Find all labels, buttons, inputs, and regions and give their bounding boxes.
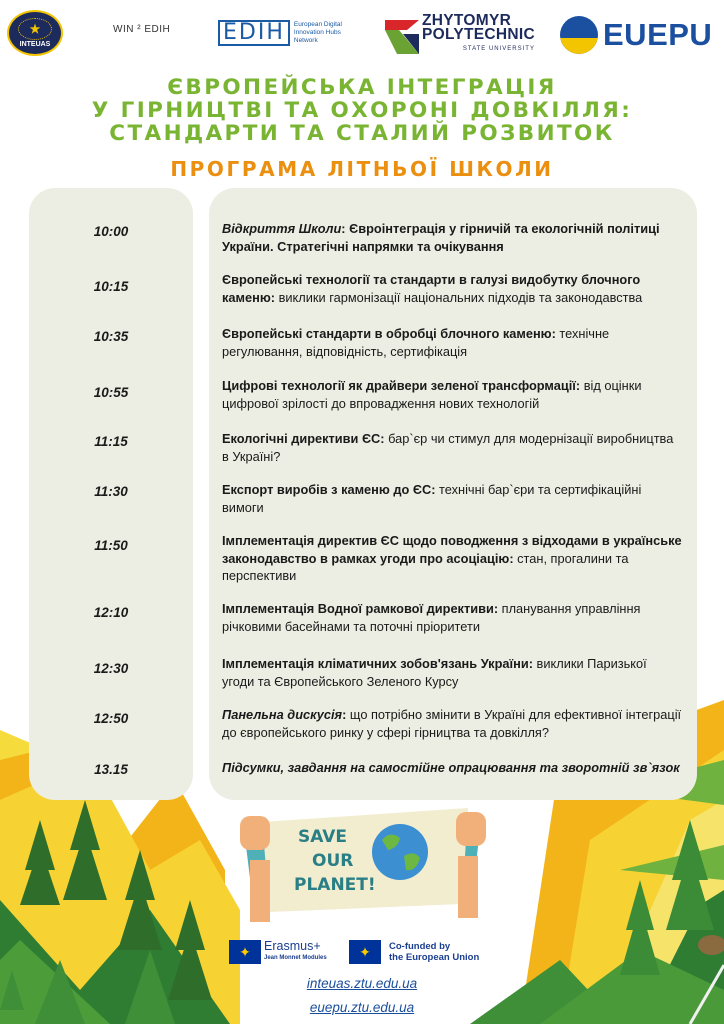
eu-stars-icon: ★: [18, 18, 52, 40]
page-subtitle: ПРОГРАМА ЛІТНЬОЇ ШКОЛИ: [170, 157, 554, 181]
cofund-line-1: Co-funded by: [389, 941, 451, 952]
zt-emblem-icon: [385, 16, 419, 54]
topic-lead: Імплементація кліматичних зобов'язань України:: [222, 656, 533, 671]
topic-description: Євроінтеграція у гірничій та екологічній політиці України. Стратегічні напрямки та очікування: [222, 221, 660, 254]
topic-separator: :: [342, 707, 347, 722]
topic-description: технічні бар`єри та сертифікаційні вимоги: [222, 482, 642, 515]
topic-lead: Імплементація директив ЄС щодо поводження з відходами в українське законодавство в рамках угоди про асоціацію:: [222, 533, 682, 566]
edih-mark: EDIH: [218, 20, 290, 46]
schedule-topic: [222, 220, 682, 255]
topic-lead: Відкриття Школи: [222, 221, 342, 236]
edih-network-logo: [218, 20, 358, 46]
topic-description: виклики гармонізації національних підходів та законодавства: [275, 289, 643, 305]
topic-description: технічне регулювання, відповідність, сертифікація: [222, 326, 610, 359]
schedule-topic: [222, 271, 682, 306]
schedule-topic: [222, 325, 682, 360]
schedule-topic: [222, 655, 682, 690]
topic-lead: Експорт виробів з каменю до ЄС:: [222, 482, 436, 497]
erasmus-subtext: Jean Monnet Modules: [264, 955, 327, 961]
topic-description: планування управління річковими басейнами та поточні пріоритети: [222, 601, 641, 634]
eu-flag-icon: ✦: [229, 940, 261, 964]
schedule-topic: [222, 377, 682, 412]
euepu-logo: [560, 16, 712, 54]
sign-line-3: PLANET!: [294, 875, 376, 895]
zt-line1: ZHYTOMYR: [422, 12, 512, 29]
topic-lead: Європейські стандарти в обробці блочного каменю:: [222, 326, 556, 341]
euepu-link[interactable]: euepu.ztu.edu.ua: [309, 1000, 415, 1015]
save-our-planet-sign: [236, 800, 490, 922]
topic-description: бар`єр чи стимул для модернізації виробництва в Україні?: [222, 431, 674, 464]
schedule-time: 13.15: [94, 762, 128, 777]
euepu-text: EUEPU: [603, 17, 713, 52]
schedule-time: 12:10: [93, 605, 129, 620]
schedule-time: 10:15: [93, 279, 129, 294]
topic-description: виклики Паризької угоди та Європейського Зеленого Курсу: [222, 656, 647, 689]
schedule-topic: [222, 759, 682, 777]
page-title: [0, 76, 724, 145]
sign-line-2: OUR: [312, 851, 354, 871]
topic-description: стан, прогалини та перспективи: [222, 550, 629, 583]
title-line-3: СТАНДАРТИ ТА СТАЛИЙ РОЗВИТОК: [109, 121, 615, 146]
logo-row: [0, 8, 724, 60]
schedule-time: 10:35: [93, 329, 129, 344]
schedule-topic: [222, 706, 682, 741]
zhytomyr-polytechnic-logo: [385, 14, 535, 56]
topic-lead: Екологічні директиви ЄС:: [222, 431, 385, 446]
schedule-topic: [222, 481, 682, 516]
topic-lead: Панельна дискусія: [222, 707, 343, 722]
erasmus-text: Erasmus+: [264, 939, 321, 953]
schedule-time: 10:00: [93, 224, 129, 239]
globe-icon: [560, 16, 598, 54]
topic-description: від оцінки цифрової зрілості до впровадження нових технологій: [222, 378, 642, 411]
sign-line-1: SAVE: [298, 827, 348, 847]
schedule-topic: [222, 532, 682, 585]
title-line-2: У ГІРНИЦТВІ ТА ОХОРОНІ ДОВКІЛЛЯ:: [91, 98, 633, 123]
inteuas-link[interactable]: inteuas.ztu.edu.ua: [306, 976, 418, 991]
topic-lead: Європейські технології та стандарти в галузі видобутку блочного каменю:: [222, 272, 641, 305]
schedule-time: 12:30: [93, 661, 129, 676]
win-edih-logo: [113, 24, 170, 35]
schedule-time: 10:55: [93, 385, 129, 400]
erasmus-logo: [229, 940, 327, 964]
zt-line3: STATE UNIVERSITY: [462, 46, 535, 52]
edih-caption: European Digital Innovation Hubs Network: [293, 21, 342, 44]
cofund-line-2: the European Union: [389, 952, 480, 963]
inteuas-logo-text: INTEUAS: [19, 41, 51, 48]
eu-flag-icon: ✦: [349, 940, 381, 964]
schedule-topic: [222, 600, 682, 635]
topic-lead: Підсумки, завдання на самостійне опрацювання та зворотній зв`язок: [222, 760, 680, 775]
title-line-1: ЄВРОПЕЙСЬКА ІНТЕГРАЦІЯ: [167, 75, 557, 100]
topic-lead: Цифрові технології як драйвери зеленої трансформації:: [222, 378, 581, 393]
inteuas-logo: [7, 10, 63, 56]
schedule-time: 11:50: [94, 538, 128, 553]
schedule-time: 11:15: [94, 434, 128, 449]
schedule-time: 11:30: [94, 484, 128, 499]
schedule-topic: [222, 430, 682, 465]
topic-separator: :: [341, 221, 346, 236]
win-edih-text: WIN ² EDIH: [113, 24, 171, 35]
topic-lead: Імплементація Водної рамкової директиви:: [222, 601, 499, 616]
topic-description: що потрібно змінити в Україні для ефективної інтеграції до європейського ринку у сфері гірництва та довкілля?: [222, 707, 682, 740]
cofunded-eu-logo: [349, 940, 479, 964]
zt-line2: POLYTECHNIC: [422, 26, 535, 43]
schedule-time: 12:50: [93, 711, 129, 726]
